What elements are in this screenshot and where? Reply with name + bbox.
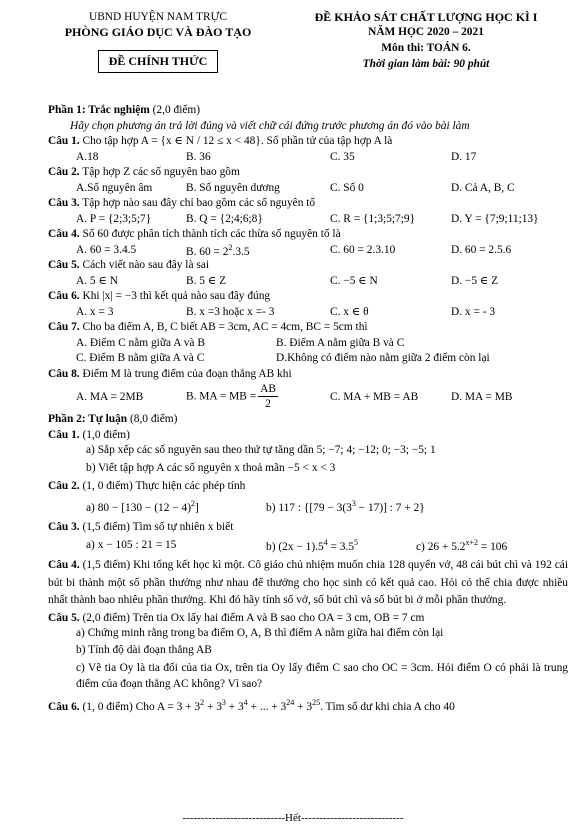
mc-question-7: Câu 7. Cho ba điểm A, B, C biết AB = 3cm, AC = 4cm, BC = 5cm thì bbox=[48, 321, 368, 333]
essay-question-2: Câu 2. (1, 0 điểm) Thực hiện các phép tính bbox=[48, 480, 246, 492]
fraction-ab-over-2: $\frac{AB}{2}$ bbox=[260, 383, 276, 411]
mc-question-2: Câu 2. Tập hợp Z các số nguyên bao gồm bbox=[48, 166, 240, 178]
essay-q5-c: c) Vẽ tia Oy là tia đối của tia Ox, trên tia Oy lấy điểm C sao cho OC = 3cm. Hỏi điểm O có phải là trung điểm của đoạn thẳng AC không? Vì sao? bbox=[76, 662, 568, 690]
subject: Môn thi: TOÁN 6. bbox=[381, 42, 471, 54]
part1-title: Phần 1: Trắc nghiệm bbox=[48, 104, 150, 116]
option-c: C. Số 0 bbox=[330, 181, 364, 194]
part2-points: (8,0 điểm) bbox=[127, 413, 178, 425]
option-b: B. Q = {2;4;6;8} bbox=[186, 212, 263, 225]
option-b: B. Điểm A nằm giữa B và C bbox=[276, 336, 405, 349]
mc-options-2 bbox=[48, 181, 568, 197]
option-c: C. −5 ∈ N bbox=[330, 274, 378, 287]
mc-question-4: Câu 4. Số 60 được phân tích thành tích các thừa số nguyên tố là bbox=[48, 228, 341, 240]
option-a: A. 5 ∈ N bbox=[76, 274, 118, 287]
option-c: C. R = {1;3;5;7;9} bbox=[330, 212, 416, 225]
part1-points: (2,0 điểm) bbox=[149, 104, 201, 116]
option-b: B. 36 bbox=[186, 150, 211, 163]
option-d: D. x = - 3 bbox=[451, 305, 496, 318]
mc-question-8: Câu 8. Điểm M là trung điểm của đoạn thẳng AB khi bbox=[48, 367, 292, 380]
option-b: B. Số nguyên dương bbox=[186, 181, 280, 194]
essay-q2-a: a) $80 - [130 - (12 - 4)^2]$ bbox=[86, 498, 199, 514]
option-b: B. $60 = 2^2.3.5$ bbox=[186, 242, 250, 258]
part2-title: Phần 2: Tự luận bbox=[48, 413, 128, 425]
department-name: PHÒNG GIÁO DỤC VÀ ĐÀO TẠO bbox=[64, 25, 252, 39]
option-d: D. 60 = 2.5.6 bbox=[451, 243, 512, 256]
essay-q3-b: b) $(2x - 1).5^4 = 3.5^5$ bbox=[266, 538, 359, 553]
option-a: A.Số nguyên âm bbox=[76, 181, 153, 194]
option-d: D.Không có điểm nào nằm giữa 2 điểm còn lại bbox=[276, 352, 490, 364]
option-a: A. Điểm C nằm giữa A và B bbox=[76, 336, 205, 349]
mc-question-5: Câu 5. Cách viết nào sau đây là sai bbox=[48, 259, 210, 271]
essay-q1-a: a) Sắp xếp các số nguyên sau theo thứ tự tăng dần 5; −7; 4; −12; 0; −3; −5; 1 bbox=[86, 444, 436, 456]
official-exam-box: ĐỀ CHÍNH THỨC bbox=[98, 50, 219, 73]
mc-question-3: Câu 3. Tập hợp nào sau đây chỉ bao gồm các số nguyên tố bbox=[48, 197, 316, 209]
mc-options-6 bbox=[48, 305, 568, 321]
mc-options-7a bbox=[48, 336, 568, 352]
essay-q5-a: a) Chứng minh rằng trong ba điểm O, A, B thì điểm A nằm giữa hai điểm còn lại bbox=[76, 627, 444, 639]
option-a: A. MA = 2MB bbox=[76, 391, 144, 403]
essay-q2-parts bbox=[48, 495, 568, 517]
option-c: C. 35 bbox=[330, 150, 355, 163]
exam-body bbox=[48, 103, 568, 714]
essay-question-5: Câu 5. (2,0 điểm) Trên tia Ox lấy hai điểm A và B sao cho OA = 3 cm, OB = 7 cm bbox=[48, 611, 425, 624]
essay-question-6: Câu 6. (1, 0 điểm) Cho $A = 3 + 3^2 + 3^3 + 3^4$ + ... + $3^{24} + 3^{25}$. Tìm số dư khi chia A cho 40 bbox=[48, 698, 455, 713]
option-c: C. Điểm B nằm giữa A và C bbox=[76, 352, 205, 364]
mc-question-1: Câu 1. Cho tập hợp A = {x ∈ N / 12 ≤ x < 48}. Số phần tử của tập hợp A là bbox=[48, 135, 393, 147]
essay-q3-c: c) $26 + 5.2^{x+2} = 106$ bbox=[416, 538, 508, 553]
essay-q5-b: b) Tính độ dài đoạn thẳng AB bbox=[76, 644, 212, 656]
mc-options-3 bbox=[48, 212, 568, 228]
mc-options-1 bbox=[48, 150, 568, 166]
option-d: D. Y = {7;9;11;13} bbox=[451, 212, 539, 225]
option-b: B. MA = MB = $\frac{AB}{2}$ bbox=[186, 383, 276, 411]
option-a: A. P = {2;3;5;7} bbox=[76, 212, 152, 225]
essay-q3-parts bbox=[48, 535, 568, 555]
option-d: D. MA = MB bbox=[451, 391, 513, 403]
option-a: A. 60 = 3.4.5 bbox=[76, 243, 137, 256]
end-marker: ----------------------------Hết---------------------------- bbox=[182, 812, 404, 824]
exam-title: ĐỀ KHẢO SÁT CHẤT LƯỢNG HỌC KÌ I bbox=[314, 10, 538, 24]
district-name: UBND HUYỆN NAM TRỰC bbox=[88, 11, 228, 23]
option-d: D. −5 ∈ Z bbox=[451, 274, 499, 287]
option-a: A. x = 3 bbox=[76, 305, 114, 318]
option-d: D. Cả A, B, C bbox=[451, 181, 515, 194]
essay-q2-b: b) 117 : {$[79 - 3(3^3 - 17)]$ : 7 + 2} bbox=[266, 498, 425, 514]
time-limit: Thời gian làm bài: 90 phút bbox=[362, 58, 490, 70]
option-c: C. x ∈ θ bbox=[330, 305, 369, 318]
essay-question-1: Câu 1. (1,0 điểm) bbox=[48, 428, 130, 441]
option-b: B. x =3 hoặc x =- 3 bbox=[186, 305, 275, 318]
option-a: A.18 bbox=[76, 150, 99, 163]
essay-q1-b: b) Viết tập hợp A các số nguyên x thoả mãn −5 < x < 3 bbox=[86, 462, 336, 474]
option-c: C. 60 = 2.3.10 bbox=[330, 243, 396, 256]
mc-options-7b bbox=[48, 351, 568, 367]
mc-options-8 bbox=[48, 382, 568, 412]
mc-question-6: Câu 6. Khi |x| = −3 thì kết quả nào sau đây đúng bbox=[48, 290, 271, 302]
option-c: C. MA + MB = AB bbox=[330, 391, 419, 403]
essay-question-3: Câu 3. (1,5 điểm) Tìm số tự nhiên x biết bbox=[48, 520, 234, 533]
school-year: NĂM HỌC 2020 – 2021 bbox=[368, 26, 484, 38]
part1-instruction: Hãy chọn phương án trả lời đúng và viết chữ cái đứng trước phương án đó vào bài làm bbox=[70, 119, 470, 132]
essay-q3-a: a) x − 105 : 21 = 15 bbox=[86, 539, 177, 551]
mc-options-5 bbox=[48, 274, 568, 290]
essay-question-4: Câu 4. (1,5 điểm) Khi tổng kết học kì một. Cô giáo chủ nhiệm muốn chia 128 quyển vở, 48 cái bút chì và 192 cái bút bi thành một số phần thưởng như nhau để thưởng cho học sinh có kết quả cao. Hỏi có thể chia được nhiều nhất thành bao nhiêu phần thưởng. Khi đó hãy tính số vở, số bút chì và số bút bi ở mỗi phần thưởng. bbox=[48, 559, 568, 606]
mc-options-4 bbox=[48, 243, 568, 259]
option-b: B. 5 ∈ Z bbox=[186, 274, 227, 287]
option-d: D. 17 bbox=[451, 150, 477, 163]
